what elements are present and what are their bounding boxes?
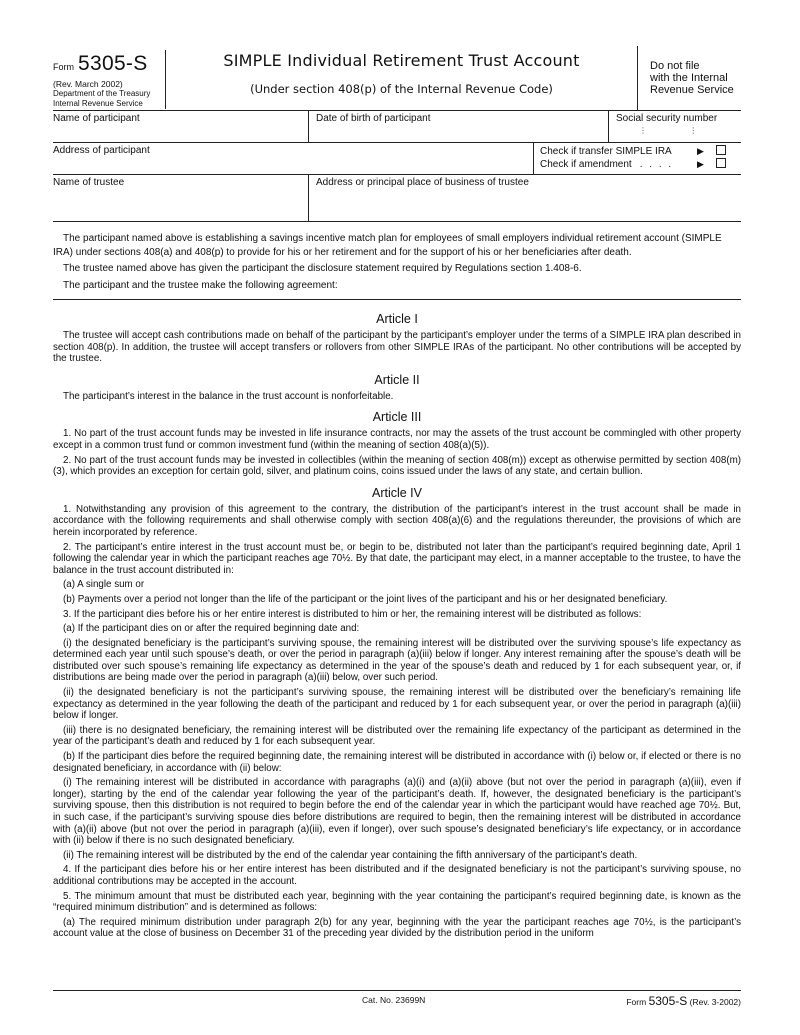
trustee-name-label: Name of trustee [53, 177, 125, 188]
footer-form-id [626, 994, 741, 1008]
article-paragraph: (a) A single sum or [63, 579, 145, 591]
transfer-label: Check if transfer SIMPLE IRA [540, 146, 672, 157]
notice-line: with the Internal [650, 72, 728, 84]
form-title: SIMPLE Individual Retirement Trust Account [223, 51, 580, 70]
amendment-label: Check if amendment . . . . [540, 159, 674, 170]
article-paragraph: 2. No part of the trust account funds may be invested in collectibles (within the meaning of section 408(m)) except as otherwise permitted by section 408(m)(3), which provides an exception for certain gold, silver, and platinum coins, coins issued under the laws of any state, and certain bullion. [53, 454, 741, 478]
participant-row [53, 111, 741, 143]
form-subtitle: (Under section 408(p) of the Internal Revenue Code) [250, 82, 553, 96]
transfer-checkbox[interactable] [716, 145, 726, 155]
article-4 [53, 486, 741, 940]
trustee-address-field[interactable] [308, 175, 741, 221]
article-paragraph: (a) If the participant dies on or after the required beginning date and: [63, 623, 360, 635]
article-paragraph: (b) Payments over a period not longer than the life of the participant or the joint lives of the participant and his or her designated beneficiary. [63, 593, 668, 605]
article-paragraph: (iii) there is no designated beneficiary, the remaining interest will be distributed over the remaining life expectancy of the participant as determined in the year of the participant’s death and reduced by 1 for each subsequent year. [53, 724, 741, 748]
article-heading: Article II [374, 372, 420, 387]
catalog-number: Cat. No. 23699N [362, 995, 426, 1005]
department: Department of the Treasury [53, 89, 151, 98]
article-paragraph: 1. Notwithstanding any provision of this agreement to the contrary, the distribution of the participant’s interest in the trust account shall be made in accordance with the following requirements and shall otherwise comply with section 408(a)(6) and the regulations thereunder, the provisions of which are herein incorporated by reference. [53, 503, 741, 538]
trustee-name-field[interactable] [53, 175, 308, 221]
article-paragraph: (ii) the designated beneficiary is not the participant’s surviving spouse, the remaining interest will be distributed over the beneficiary’s remaining life expectancy as determined in the year following the death of the participant and reduced by 1 for each subsequent year, or over the period in paragraph (a)(iii) below if longer. [53, 687, 741, 722]
participant-dob-field[interactable] [308, 111, 608, 142]
article-paragraph: The participant’s interest in the balance in the trust account is nonforfeitable. [63, 390, 394, 402]
notice-line: Revenue Service [650, 84, 734, 96]
article-heading: Article I [376, 312, 418, 326]
arrow-icon: ▶ [697, 159, 704, 169]
form-footer [53, 990, 741, 1008]
trustee-row [53, 175, 741, 222]
participant-address-label: Address of participant [53, 145, 150, 156]
article-heading: Article III [372, 410, 422, 425]
ssn-field[interactable] [608, 111, 741, 142]
article-paragraph: (b) If the participant dies before the required beginning date, the remaining interest will be distributed in accordance with (i) below or, if elected or there is no designated beneficiary, in accordance with (ii) below: [53, 751, 741, 774]
arrow-icon: ▶ [697, 146, 704, 156]
footer-form-number: 5305-S [648, 994, 688, 1008]
ssn-separator: ⋮ ⋮ [639, 126, 718, 135]
address-row [53, 143, 741, 175]
trustee-address-label: Address or principal place of business of trustee [316, 177, 529, 188]
intro-text [53, 232, 741, 292]
article-3 [53, 410, 741, 477]
agency: Internal Revenue Service [53, 99, 143, 108]
ssn-label: Social security number [616, 113, 718, 124]
form-number: 5305-S [78, 52, 148, 75]
intro-paragraph: The participant and the trustee make the following agreement: [63, 279, 338, 291]
form-label: Form [53, 62, 74, 72]
intro-paragraph: The participant named above is establishing a savings incentive match plan for employees of small employers individual retirement account (SIMPLE IRA) under sections 408(a) and 408(p) to provide for his or her retirement and for the support of his or her beneficiaries after death. [53, 233, 722, 258]
article-paragraph: (ii) The remaining interest will be distributed by the end of the calendar year containing the fifth anniversary of the participant’s death. [63, 849, 638, 861]
intro-paragraph: The trustee named above has given the participant the disclosure statement required by Regulations section 1.408-6. [63, 263, 582, 274]
form-title-block [166, 48, 637, 110]
article-paragraph: 5. The minimum amount that must be distributed each year, beginning with the year containing the participant’s required beginning date, is known as the “required minimum distribution” and is determined as follows: [53, 890, 741, 914]
form-page [53, 0, 741, 943]
footer-form-label: Form [626, 997, 647, 1007]
participant-dob-label: Date of birth of participant [316, 113, 431, 124]
article-paragraph: (a) The required minimum distribution under paragraph 2(b) for any year, beginning with the year the participant reaches age 70½, is the participant’s account value at the close of business on December 31 of the preceding year divided by the distribution period in the uniform [53, 916, 741, 940]
article-paragraph: 1. No part of the trust account funds may be invested in life insurance contracts, nor may the assets of the trust account be commingled with other property except in a common trust fund or common investment fund (within the meaning of section 408(a)(5)). [53, 428, 741, 451]
article-paragraph: The trustee will accept cash contributions made on behalf of the participant by the participant’s employer under the terms of a SIMPLE IRA plan described in section 408(p). In addition, the trustee will accept transfers or rollovers from other SIMPLE IRAs of the participant. No other contributions will be accepted by the trustee. [53, 330, 741, 365]
checkbox-block [533, 143, 741, 174]
article-2 [53, 373, 741, 403]
article-heading: Article IV [371, 485, 422, 500]
participant-name-field[interactable] [53, 111, 308, 142]
article-paragraph: 4. If the participant dies before his or her entire interest has been distributed and if the designated beneficiary is not the participant’s surviving spouse, no additional contributions may be accepted in the account. [53, 864, 741, 887]
article-paragraph: 2. The participant’s entire interest in the trust account must be, or begin to be, distributed not later than the participant’s required beginning date, April 1 following the calendar year in which the participant reaches age 70½. By that date, the participant may elect, in a manner acceptable to the trustee, to have the balance in the trust account distributed in: [53, 541, 741, 576]
notice-line: Do not file [650, 60, 700, 72]
footer-revision: (Rev. 3-2002) [689, 997, 741, 1007]
participant-address-field[interactable] [53, 143, 533, 174]
divider [53, 299, 741, 300]
article-paragraph: 3. If the participant dies before his or her entire interest is distributed to him or her, the remaining interest will be distributed as follows: [63, 608, 642, 620]
do-not-file-notice [637, 46, 741, 110]
form-header [53, 0, 741, 111]
revision-date: (Rev. March 2002) [53, 79, 123, 89]
amendment-checkbox[interactable] [716, 158, 726, 168]
article-1 [53, 312, 741, 365]
article-paragraph: (i) the designated beneficiary is the participant’s surviving spouse, the remaining interest will be distributed over the surviving spouse’s life expectancy as determined each year until such spouse’s death, or over the period in paragraph (a)(iii) below if longer. Any interest remaining after the spouse’s death will be distributed over such spouse’s remaining life expectancy as determined in the year of the spouse’s death and reduced by 1 for each subsequent year, or, if distributions are being made over the period in paragraph (a)(iii) below, over such period. [53, 637, 741, 684]
article-paragraph: (i) The remaining interest will be distributed in accordance with paragraphs (a)(i) and (a)(ii) above (but not over the period in paragraph (a)(iii), even if longer), starting by the end of the calendar year following the year of the participant’s death. If, however, the designated beneficiary is the participant’s surviving spouse, then this distribution is not required to begin before the end of the calendar year in which the participant would have reached age 70½. But, in such case, if the participant’s surviving spouse dies before distributions are required to begin, then the remaining interest will be distributed in accordance with (a)(ii) above (but not over the period in paragraph (a)(iii), even if longer), over such spouse’s designated beneficiary’s life expectancy, or in accordance with (ii) below if there is no such designated beneficiary. [53, 777, 741, 847]
participant-name-label: Name of participant [53, 113, 140, 124]
form-id-block [53, 50, 166, 109]
